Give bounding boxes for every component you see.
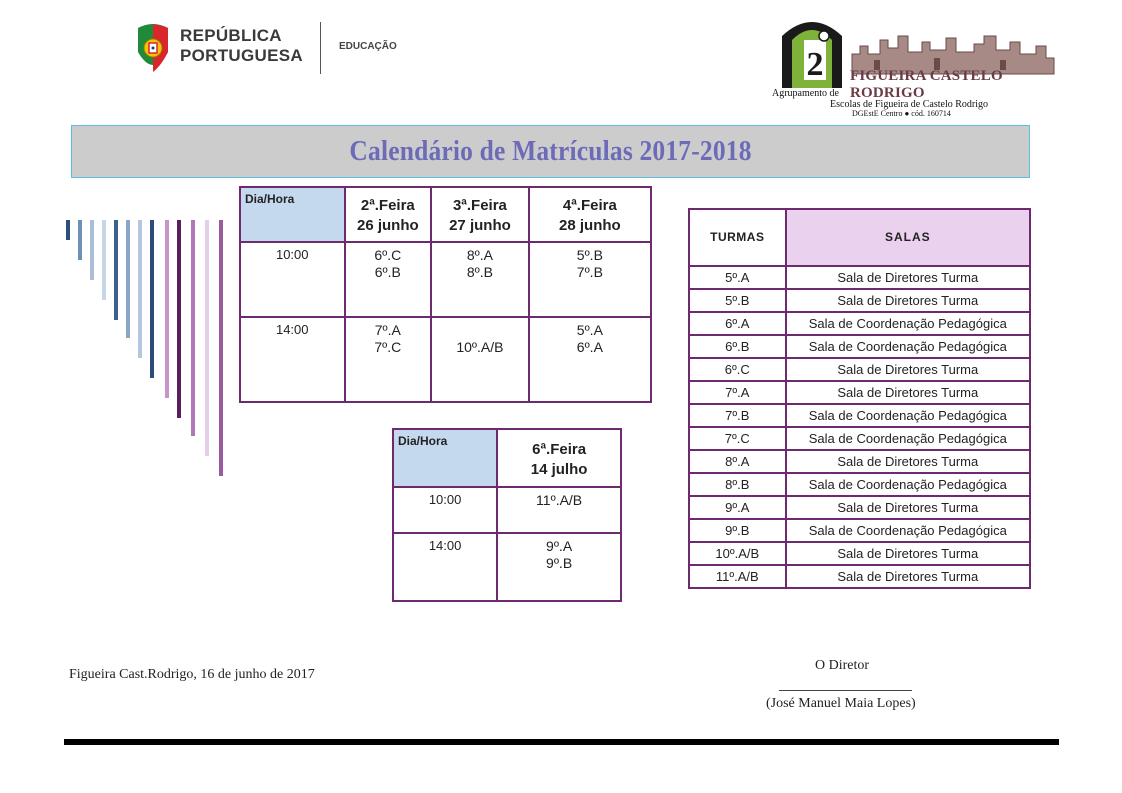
turma-cell: 5º.A <box>689 266 786 289</box>
table-row <box>689 358 1030 381</box>
decorative-stripes <box>64 220 234 480</box>
school-logo <box>772 10 1072 122</box>
turma-cell: 7º.B <box>689 404 786 427</box>
page-title: Calendário de Matrículas 2017-2018 <box>349 135 752 167</box>
table-header-row <box>393 429 621 487</box>
day-name: 6ª.Feira <box>532 440 587 458</box>
director-name: (José Manuel Maia Lopes) <box>766 696 916 711</box>
day-header <box>529 187 651 242</box>
table-row <box>689 404 1030 427</box>
sala-cell: Sala de Diretores Turma <box>786 266 1030 289</box>
class-cell <box>497 533 621 601</box>
school-mark-number: 2 <box>806 46 824 83</box>
table-row <box>689 542 1030 565</box>
sala-cell: Sala de Diretores Turma <box>786 358 1030 381</box>
class-cell <box>529 317 651 402</box>
table-row <box>689 312 1030 335</box>
sala-cell: Sala de Diretores Turma <box>786 289 1030 312</box>
class-label: 8º.B <box>466 264 493 280</box>
place-date: Figueira Cast.Rodrigo, 16 de junho de 2017 <box>69 667 315 682</box>
gov-name-line1: REPÚBLICA <box>180 26 282 45</box>
day-date: 14 julho <box>530 460 588 478</box>
table-row <box>689 266 1030 289</box>
table-row <box>689 496 1030 519</box>
table-row <box>689 335 1030 358</box>
school-mark-icon <box>778 14 846 90</box>
class-label: 6º.B <box>374 264 401 280</box>
turma-cell: 10º.A/B <box>689 542 786 565</box>
signature-line <box>779 690 912 691</box>
july-schedule-table <box>392 428 622 602</box>
day-date: 27 junho <box>449 217 511 234</box>
dia-hora-header: Dia/Hora <box>393 429 497 487</box>
table-header-row <box>240 187 651 242</box>
sala-cell: Sala de Coordenação Pedagógica <box>786 404 1030 427</box>
time-cell: 10:00 <box>393 487 497 533</box>
day-header <box>497 429 621 487</box>
class-label: 9º.B <box>546 555 573 571</box>
turma-cell: 6º.A <box>689 312 786 335</box>
sala-cell: Sala de Coordenação Pedagógica <box>786 427 1030 450</box>
class-label: 7º.C <box>374 339 402 355</box>
turma-cell: 11º.A/B <box>689 565 786 588</box>
sala-cell: Sala de Diretores Turma <box>786 565 1030 588</box>
turma-cell: 8º.B <box>689 473 786 496</box>
sala-cell: Sala de Coordenação Pedagógica <box>786 519 1030 542</box>
dia-hora-header: Dia/Hora <box>240 187 345 242</box>
director-title: O Diretor <box>815 658 870 673</box>
sala-cell: Sala de Diretores Turma <box>786 381 1030 404</box>
june-schedule-table <box>239 186 652 403</box>
sala-cell: Sala de Diretores Turma <box>786 450 1030 473</box>
turma-cell: 8º.A <box>689 450 786 473</box>
turma-cell: 7º.C <box>689 427 786 450</box>
gov-name-line2: PORTUGUESA <box>180 46 303 65</box>
table-row <box>689 565 1030 588</box>
sala-cell: Sala de Diretores Turma <box>786 542 1030 565</box>
class-cell <box>345 242 432 317</box>
sala-cell: Sala de Coordenação Pedagógica <box>786 312 1030 335</box>
turmas-header: TURMAS <box>689 209 786 266</box>
bottom-rule <box>64 739 1059 745</box>
turma-cell: 9º.B <box>689 519 786 542</box>
class-label: 5º.B <box>576 247 603 263</box>
class-label: 11º.A/B <box>536 492 583 508</box>
table-row <box>240 317 651 402</box>
class-label: 6º.A <box>576 339 603 355</box>
class-label: 5º.A <box>576 322 603 338</box>
turma-cell: 6º.C <box>689 358 786 381</box>
sala-cell: Sala de Diretores Turma <box>786 496 1030 519</box>
day-name: 2ª.Feira <box>360 197 415 214</box>
salas-header: SALAS <box>786 209 1030 266</box>
government-logo <box>134 22 397 76</box>
school-name-line1: Agrupamento de <box>772 88 839 99</box>
class-cell <box>431 317 529 402</box>
class-label: 10º.A/B <box>456 339 504 355</box>
portugal-emblem-icon <box>134 22 172 74</box>
table-row <box>393 533 621 601</box>
school-code: DGEstE Centro ● cód. 160714 <box>852 109 951 118</box>
class-cell <box>497 487 621 533</box>
school-logo-name: FIGUEIRA CASTELO RODRIGO <box>850 68 1003 101</box>
day-name: 4ª.Feira <box>562 197 617 214</box>
time-cell: 10:00 <box>240 242 345 317</box>
day-header <box>345 187 432 242</box>
table-header-row <box>689 209 1030 266</box>
table-row <box>240 242 651 317</box>
class-label: 6º.C <box>374 247 402 263</box>
table-row <box>393 487 621 533</box>
rooms-table <box>688 208 1031 589</box>
day-date: 28 junho <box>559 217 621 234</box>
department-label: EDUCAÇÃO <box>339 41 397 52</box>
time-cell: 14:00 <box>393 533 497 601</box>
turma-cell: 5º.B <box>689 289 786 312</box>
logo-divider <box>320 22 321 74</box>
table-row <box>689 427 1030 450</box>
school-name-line2: Escolas de Figueira de Castelo Rodrigo <box>830 99 989 110</box>
class-cell <box>345 317 432 402</box>
class-cell <box>529 242 651 317</box>
sala-cell: Sala de Coordenação Pedagógica <box>786 335 1030 358</box>
table-row <box>689 519 1030 542</box>
table-row <box>689 381 1030 404</box>
class-label: 7º.B <box>576 264 603 280</box>
class-label: 9º.A <box>546 538 573 554</box>
table-row <box>689 450 1030 473</box>
time-cell: 14:00 <box>240 317 345 402</box>
turma-cell: 9º.A <box>689 496 786 519</box>
day-header <box>431 187 529 242</box>
sala-cell: Sala de Coordenação Pedagógica <box>786 473 1030 496</box>
class-label: 7º.A <box>374 322 401 338</box>
turma-cell: 7º.A <box>689 381 786 404</box>
class-label: 8º.A <box>466 247 493 263</box>
table-row <box>689 289 1030 312</box>
table-row <box>689 473 1030 496</box>
day-date: 26 junho <box>356 217 419 234</box>
title-banner <box>71 125 1030 178</box>
class-cell <box>431 242 529 317</box>
turma-cell: 6º.B <box>689 335 786 358</box>
government-name <box>180 26 303 66</box>
day-name: 3ª.Feira <box>452 197 507 214</box>
